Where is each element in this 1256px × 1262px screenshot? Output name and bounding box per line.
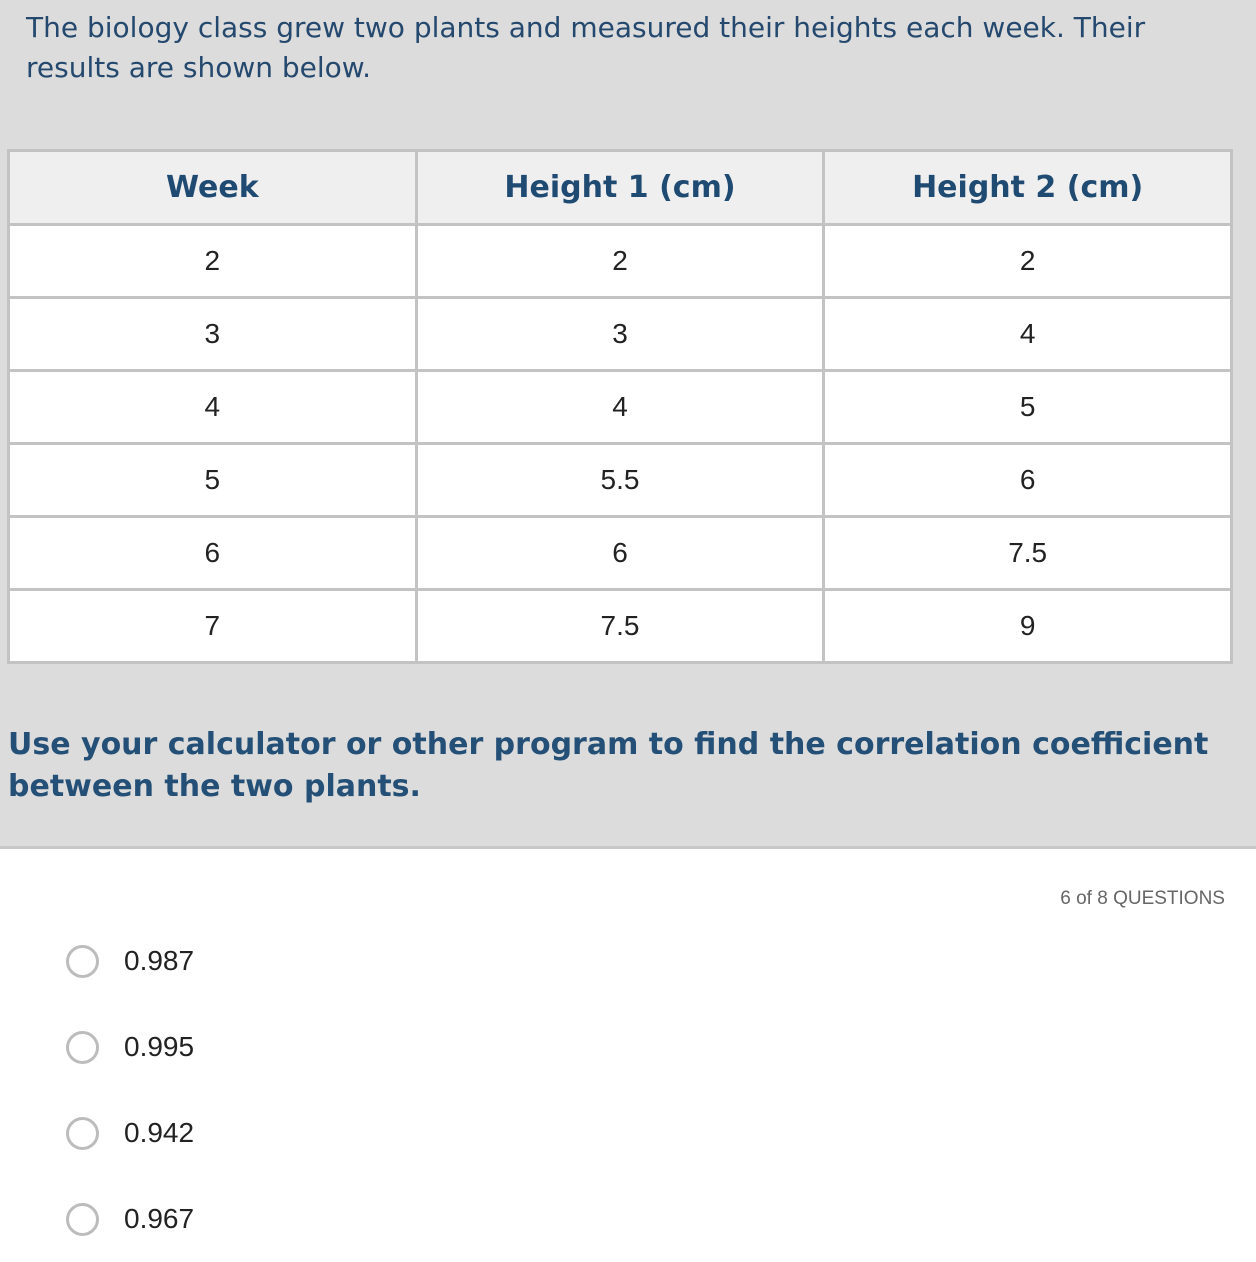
answer-option-label: 0.995 <box>124 1031 195 1062</box>
table-cell-height-1: 5.5 <box>416 444 824 517</box>
table-cell-week: 6 <box>9 517 417 590</box>
table-cell-height-2: 4 <box>824 298 1232 371</box>
table-cell-week: 7 <box>9 590 417 663</box>
table-cell-height-2: 9 <box>824 590 1232 663</box>
answer-option-3[interactable] <box>66 1090 194 1176</box>
table-cell-week: 3 <box>9 298 417 371</box>
answer-options <box>66 936 194 1262</box>
table-cell-height-1: 7.5 <box>416 590 824 663</box>
table-cell-height-2: 2 <box>824 225 1232 298</box>
table-cell-height-1: 3 <box>416 298 824 371</box>
question-intro: The biology class grew two plants and measured their heights each week. Their results are shown below. <box>26 11 1146 84</box>
radio-button-icon[interactable] <box>66 945 99 978</box>
table-row <box>9 517 1232 590</box>
table-cell-height-2: 7.5 <box>824 517 1232 590</box>
table-row <box>9 444 1232 517</box>
column-header-week: Week <box>9 151 417 225</box>
table-row <box>9 371 1232 444</box>
table-row <box>9 225 1232 298</box>
answer-option-label: 0.967 <box>124 1203 195 1234</box>
question-progress: 6 of 8 QUESTIONS <box>1060 888 1225 909</box>
column-header-height-2: Height 2 (cm) <box>824 151 1232 225</box>
table-header-row <box>9 151 1232 225</box>
answer-option-label: 0.942 <box>124 1117 195 1148</box>
table-row <box>9 298 1232 371</box>
column-header-height-1: Height 1 (cm) <box>416 151 824 225</box>
table-cell-week: 2 <box>9 225 417 298</box>
radio-button-icon[interactable] <box>66 1203 99 1236</box>
table-cell-height-1: 4 <box>416 371 824 444</box>
plant-height-table <box>7 149 1233 664</box>
table-cell-height-1: 2 <box>416 225 824 298</box>
table-cell-height-1: 6 <box>416 517 824 590</box>
table-cell-height-2: 5 <box>824 371 1232 444</box>
answer-option-4[interactable] <box>66 1176 194 1262</box>
answer-option-2[interactable] <box>66 1004 194 1090</box>
answer-option-label: 0.987 <box>124 945 195 976</box>
table-row <box>9 590 1232 663</box>
table-cell-height-2: 6 <box>824 444 1232 517</box>
radio-button-icon[interactable] <box>66 1031 99 1064</box>
table-cell-week: 4 <box>9 371 417 444</box>
radio-button-icon[interactable] <box>66 1117 99 1150</box>
answer-option-1[interactable] <box>66 918 194 1004</box>
table-cell-week: 5 <box>9 444 417 517</box>
question-prompt: Use your calculator or other program to find the correlation coefficient between the two plants. <box>8 727 1209 804</box>
